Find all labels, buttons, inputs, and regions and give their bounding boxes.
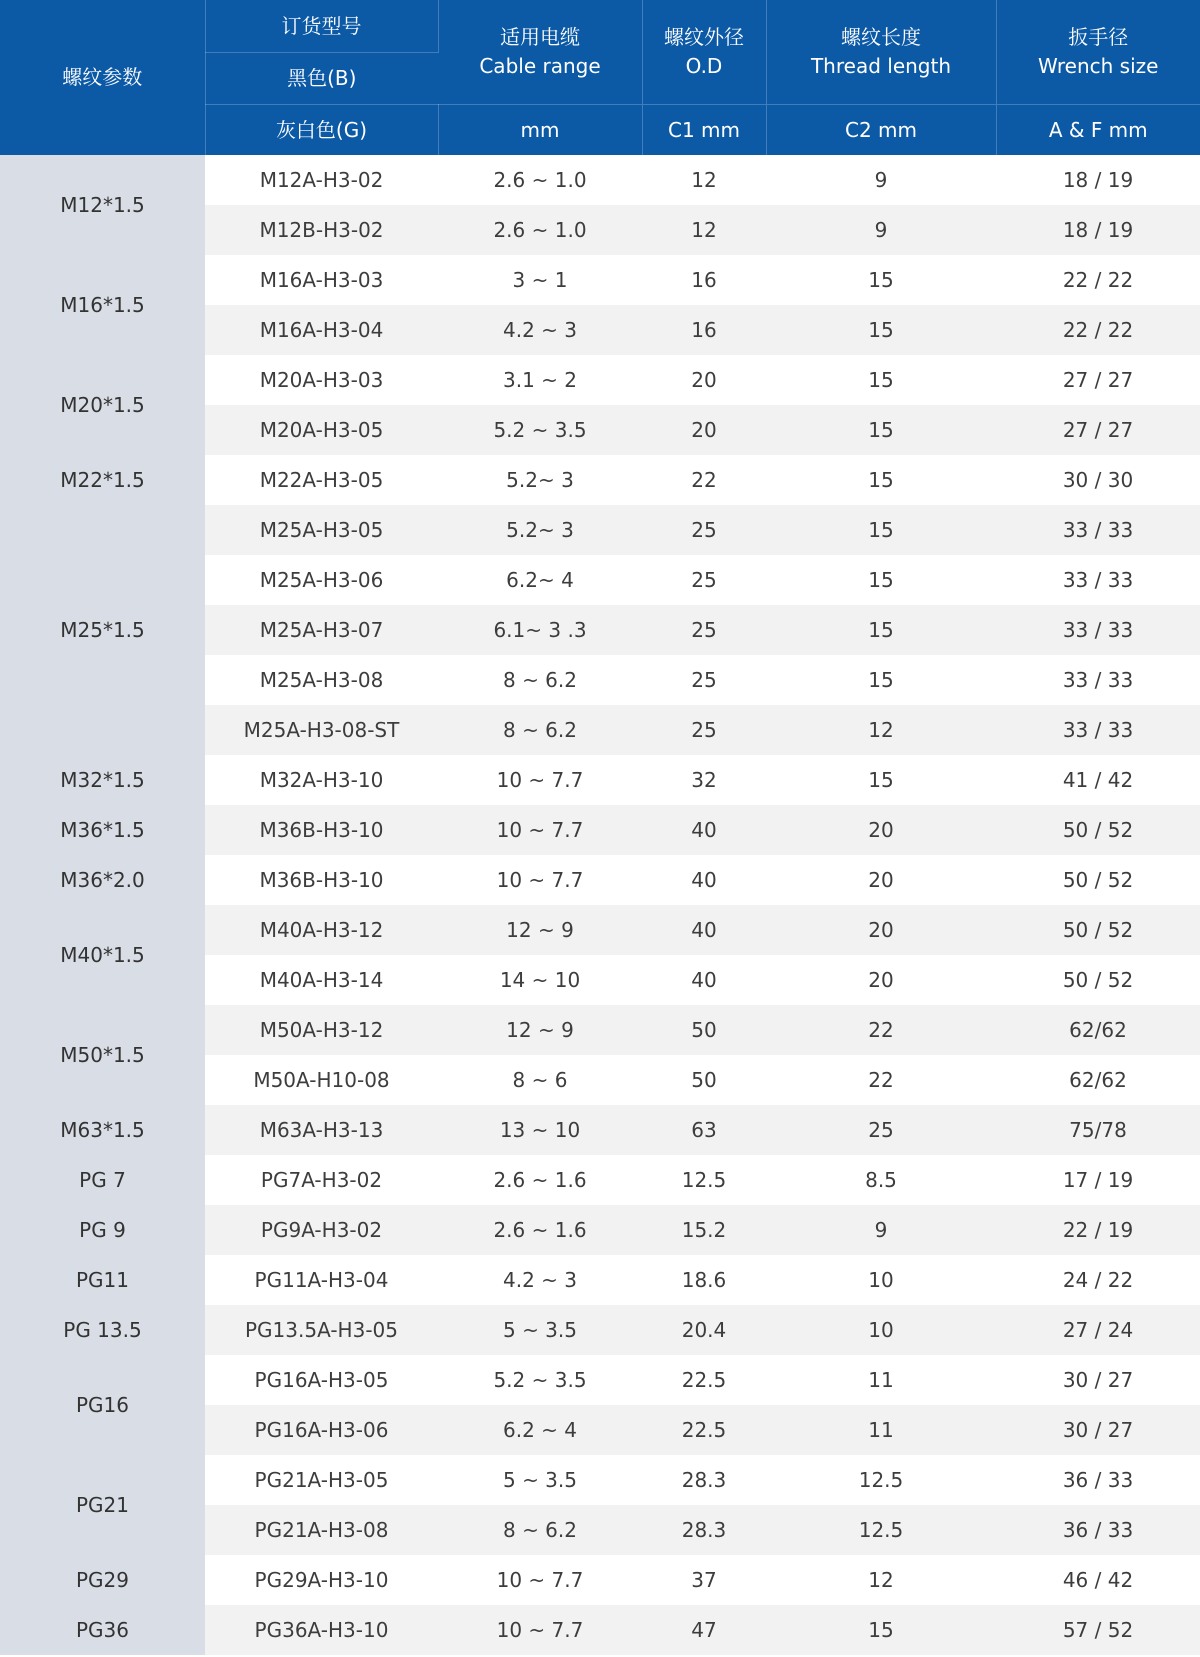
- cable-range-cell: 3 ~ 1: [438, 255, 642, 305]
- cable-range-cn: 适用电缆: [500, 25, 580, 49]
- thread-spec-cell: M36*1.5: [0, 805, 205, 855]
- thread-length-cell: 15: [766, 655, 996, 705]
- od-cell: 18.6: [642, 1255, 766, 1305]
- model-cell: PG16A-H3-06: [205, 1405, 438, 1455]
- wrench-size-cell: 30 / 27: [996, 1355, 1200, 1405]
- thread-spec-cell: PG11: [0, 1255, 205, 1305]
- table-row: [0, 755, 1200, 805]
- cable-range-cell: 12 ~ 9: [438, 905, 642, 955]
- table-row: [0, 1255, 1200, 1305]
- cable-range-header: [438, 0, 642, 105]
- thread-spec-cell: PG 13.5: [0, 1305, 205, 1355]
- cable-range-cell: 4.2 ~ 3: [438, 305, 642, 355]
- thread-length-cell: 20: [766, 905, 996, 955]
- od-cell: 25: [642, 705, 766, 755]
- od-cell: 40: [642, 805, 766, 855]
- wrench-size-cell: 22 / 19: [996, 1205, 1200, 1255]
- cable-range-cell: 10 ~ 7.7: [438, 855, 642, 905]
- thread-length-cell: 15: [766, 455, 996, 505]
- cable-range-en: Cable range: [479, 54, 601, 78]
- thread-length-cell: 15: [766, 305, 996, 355]
- thread-param-header: 螺纹参数: [0, 0, 205, 155]
- table-row: [0, 1455, 1200, 1505]
- od-cell: 12.5: [642, 1155, 766, 1205]
- od-cell: 25: [642, 555, 766, 605]
- wrench-size-cell: 33 / 33: [996, 505, 1200, 555]
- table-row: [0, 1155, 1200, 1205]
- wrench-size-cell: 33 / 33: [996, 655, 1200, 705]
- wrench-size-cell: 18 / 19: [996, 155, 1200, 205]
- cable-range-cell: 5.2 ~ 3.5: [438, 405, 642, 455]
- model-cell: M50A-H3-12: [205, 1005, 438, 1055]
- cable-range-cell: 2.6 ~ 1.6: [438, 1155, 642, 1205]
- model-cell: M50A-H10-08: [205, 1055, 438, 1105]
- wrench-size-unit-header: A & F mm: [996, 105, 1200, 156]
- model-cell: PG36A-H3-10: [205, 1605, 438, 1655]
- wrench-size-cell: 75/78: [996, 1105, 1200, 1155]
- od-cell: 47: [642, 1605, 766, 1655]
- cable-range-cell: 5.2~ 3: [438, 505, 642, 555]
- thread-length-cell: 10: [766, 1305, 996, 1355]
- wrench-size-cell: 57 / 52: [996, 1605, 1200, 1655]
- model-cell: M32A-H3-10: [205, 755, 438, 805]
- table-row: [0, 1355, 1200, 1405]
- od-cell: 37: [642, 1555, 766, 1605]
- black-color-header: 黑色(B): [205, 53, 438, 105]
- wrench-size-cell: 22 / 22: [996, 255, 1200, 305]
- thread-length-cell: 15: [766, 555, 996, 605]
- wrench-size-cell: 62/62: [996, 1055, 1200, 1105]
- thread-length-cell: 20: [766, 955, 996, 1005]
- thread-length-cell: 15: [766, 255, 996, 305]
- wrench-size-cell: 18 / 19: [996, 205, 1200, 255]
- table-row: [0, 1305, 1200, 1355]
- od-cell: 28.3: [642, 1455, 766, 1505]
- thread-length-cell: 10: [766, 1255, 996, 1305]
- model-cell: PG21A-H3-05: [205, 1455, 438, 1505]
- order-model-header: 订货型号: [205, 0, 438, 53]
- thread-spec-cell: M20*1.5: [0, 355, 205, 455]
- wrench-size-cell: 27 / 24: [996, 1305, 1200, 1355]
- cable-range-cell: 13 ~ 10: [438, 1105, 642, 1155]
- od-cell: 25: [642, 655, 766, 705]
- table-row: [0, 505, 1200, 555]
- wrench-size-cell: 30 / 27: [996, 1405, 1200, 1455]
- model-cell: PG16A-H3-05: [205, 1355, 438, 1405]
- thread-length-cell: 15: [766, 355, 996, 405]
- wrench-size-cell: 17 / 19: [996, 1155, 1200, 1205]
- thread-length-cell: 11: [766, 1405, 996, 1455]
- model-cell: PG9A-H3-02: [205, 1205, 438, 1255]
- thread-length-cell: 12.5: [766, 1455, 996, 1505]
- thread-length-cell: 12: [766, 705, 996, 755]
- od-cell: 22.5: [642, 1355, 766, 1405]
- cable-range-cell: 10 ~ 7.7: [438, 1555, 642, 1605]
- wrench-size-cell: 24 / 22: [996, 1255, 1200, 1305]
- grey-color-header: 灰白色(G): [205, 105, 438, 156]
- thread-length-cell: 15: [766, 505, 996, 555]
- wrench-size-en: Wrench size: [1038, 54, 1159, 78]
- model-cell: M12A-H3-02: [205, 155, 438, 205]
- model-cell: PG21A-H3-08: [205, 1505, 438, 1555]
- thread-length-cell: 9: [766, 155, 996, 205]
- wrench-size-cell: 22 / 22: [996, 305, 1200, 355]
- thread-spec-cell: M50*1.5: [0, 1005, 205, 1105]
- od-en: O.D: [685, 54, 723, 78]
- thread-length-cell: 22: [766, 1005, 996, 1055]
- thread-length-cell: 15: [766, 755, 996, 805]
- wrench-size-cell: 46 / 42: [996, 1555, 1200, 1605]
- cable-range-cell: 8 ~ 6: [438, 1055, 642, 1105]
- od-cn: 螺纹外径: [664, 25, 744, 49]
- model-cell: M25A-H3-07: [205, 605, 438, 655]
- thread-length-cell: 12: [766, 1555, 996, 1605]
- cable-range-cell: 8 ~ 6.2: [438, 655, 642, 705]
- thread-spec-cell: M32*1.5: [0, 755, 205, 805]
- cable-range-cell: 5.2 ~ 3.5: [438, 1355, 642, 1405]
- od-cell: 22: [642, 455, 766, 505]
- wrench-size-cell: 27 / 27: [996, 405, 1200, 455]
- thread-length-cell: 9: [766, 205, 996, 255]
- wrench-size-cell: 33 / 33: [996, 705, 1200, 755]
- thread-spec-cell: M12*1.5: [0, 155, 205, 255]
- wrench-size-header: [996, 0, 1200, 105]
- model-cell: M16A-H3-04: [205, 305, 438, 355]
- thread-length-en: Thread length: [810, 54, 952, 78]
- table-row: [0, 1205, 1200, 1255]
- cable-range-cell: 10 ~ 7.7: [438, 1605, 642, 1655]
- wrench-size-cell: 50 / 52: [996, 905, 1200, 955]
- cable-range-cell: 12 ~ 9: [438, 1005, 642, 1055]
- thread-spec-cell: M22*1.5: [0, 455, 205, 505]
- wrench-size-cell: 50 / 52: [996, 955, 1200, 1005]
- od-cell: 15.2: [642, 1205, 766, 1255]
- table-header: [0, 0, 1200, 155]
- model-cell: M36B-H3-10: [205, 855, 438, 905]
- cable-range-cell: 10 ~ 7.7: [438, 755, 642, 805]
- table-row: [0, 1105, 1200, 1155]
- od-cell: 20: [642, 355, 766, 405]
- wrench-size-cell: 41 / 42: [996, 755, 1200, 805]
- table-row: [0, 355, 1200, 405]
- thread-length-cell: 20: [766, 855, 996, 905]
- model-cell: M22A-H3-05: [205, 455, 438, 505]
- table-row: [0, 255, 1200, 305]
- thread-length-cell: 15: [766, 1605, 996, 1655]
- table-row: [0, 1005, 1200, 1055]
- cable-unit-header: mm: [438, 105, 642, 156]
- cable-range-cell: 2.6 ~ 1.0: [438, 155, 642, 205]
- thread-length-cell: 11: [766, 1355, 996, 1405]
- thread-length-cell: 22: [766, 1055, 996, 1105]
- thread-length-header: [766, 0, 996, 105]
- wrench-size-cell: 30 / 30: [996, 455, 1200, 505]
- cable-range-cell: 6.1~ 3 .3: [438, 605, 642, 655]
- wrench-size-cell: 62/62: [996, 1005, 1200, 1055]
- model-cell: M25A-H3-05: [205, 505, 438, 555]
- cable-range-cell: 6.2~ 4: [438, 555, 642, 605]
- model-cell: PG13.5A-H3-05: [205, 1305, 438, 1355]
- thread-spec-cell: PG36: [0, 1605, 205, 1655]
- table-row: [0, 1555, 1200, 1605]
- thread-spec-cell: M25*1.5: [0, 505, 205, 755]
- cable-range-cell: 14 ~ 10: [438, 955, 642, 1005]
- model-cell: M36B-H3-10: [205, 805, 438, 855]
- table-row: [0, 155, 1200, 205]
- od-cell: 40: [642, 955, 766, 1005]
- thread-spec-cell: M40*1.5: [0, 905, 205, 1005]
- od-cell: 63: [642, 1105, 766, 1155]
- thread-length-cn: 螺纹长度: [841, 25, 921, 49]
- thread-spec-cell: PG 9: [0, 1205, 205, 1255]
- model-cell: PG29A-H3-10: [205, 1555, 438, 1605]
- thread-spec-cell: M36*2.0: [0, 855, 205, 905]
- od-cell: 12: [642, 155, 766, 205]
- model-cell: M16A-H3-03: [205, 255, 438, 305]
- od-cell: 12: [642, 205, 766, 255]
- model-cell: PG7A-H3-02: [205, 1155, 438, 1205]
- wrench-size-cell: 27 / 27: [996, 355, 1200, 405]
- model-cell: M25A-H3-08-ST: [205, 705, 438, 755]
- model-cell: M20A-H3-03: [205, 355, 438, 405]
- table-body: [0, 155, 1200, 1655]
- wrench-size-cell: 50 / 52: [996, 855, 1200, 905]
- od-header: [642, 0, 766, 105]
- wrench-size-cell: 33 / 33: [996, 605, 1200, 655]
- wrench-size-cell: 33 / 33: [996, 555, 1200, 605]
- od-cell: 50: [642, 1005, 766, 1055]
- thread-length-cell: 9: [766, 1205, 996, 1255]
- cable-range-cell: 8 ~ 6.2: [438, 1505, 642, 1555]
- thread-length-cell: 15: [766, 405, 996, 455]
- od-cell: 16: [642, 255, 766, 305]
- model-cell: M63A-H3-13: [205, 1105, 438, 1155]
- wrench-size-cell: 50 / 52: [996, 805, 1200, 855]
- thread-length-cell: 12.5: [766, 1505, 996, 1555]
- thread-spec-cell: PG 7: [0, 1155, 205, 1205]
- od-cell: 22.5: [642, 1405, 766, 1455]
- wrench-size-cn: 扳手径: [1068, 25, 1129, 49]
- cable-range-cell: 2.6 ~ 1.0: [438, 205, 642, 255]
- thread-spec-cell: PG16: [0, 1355, 205, 1455]
- model-cell: M40A-H3-12: [205, 905, 438, 955]
- od-cell: 16: [642, 305, 766, 355]
- thread-length-unit-header: C2 mm: [766, 105, 996, 156]
- model-cell: M40A-H3-14: [205, 955, 438, 1005]
- od-cell: 20: [642, 405, 766, 455]
- od-cell: 40: [642, 855, 766, 905]
- od-cell: 20.4: [642, 1305, 766, 1355]
- table-row: [0, 855, 1200, 905]
- model-cell: M25A-H3-08: [205, 655, 438, 705]
- cable-range-cell: 5 ~ 3.5: [438, 1455, 642, 1505]
- cable-range-cell: 6.2 ~ 4: [438, 1405, 642, 1455]
- cable-range-cell: 8 ~ 6.2: [438, 705, 642, 755]
- od-unit-header: C1 mm: [642, 105, 766, 156]
- cable-range-cell: 3.1 ~ 2: [438, 355, 642, 405]
- cable-range-cell: 5 ~ 3.5: [438, 1305, 642, 1355]
- model-cell: M12B-H3-02: [205, 205, 438, 255]
- cable-range-cell: 4.2 ~ 3: [438, 1255, 642, 1305]
- thread-spec-cell: M63*1.5: [0, 1105, 205, 1155]
- od-cell: 50: [642, 1055, 766, 1105]
- thread-spec-cell: PG21: [0, 1455, 205, 1555]
- wrench-size-cell: 36 / 33: [996, 1455, 1200, 1505]
- model-cell: M25A-H3-06: [205, 555, 438, 605]
- wrench-size-cell: 36 / 33: [996, 1505, 1200, 1555]
- cable-range-cell: 2.6 ~ 1.6: [438, 1205, 642, 1255]
- thread-spec-cell: PG29: [0, 1555, 205, 1605]
- thread-length-cell: 25: [766, 1105, 996, 1155]
- table-row: [0, 905, 1200, 955]
- thread-spec-cell: M16*1.5: [0, 255, 205, 355]
- od-cell: 25: [642, 605, 766, 655]
- model-cell: PG11A-H3-04: [205, 1255, 438, 1305]
- table-row: [0, 1605, 1200, 1655]
- table-row: [0, 805, 1200, 855]
- od-cell: 40: [642, 905, 766, 955]
- od-cell: 28.3: [642, 1505, 766, 1555]
- thread-length-cell: 8.5: [766, 1155, 996, 1205]
- model-cell: M20A-H3-05: [205, 405, 438, 455]
- cable-range-cell: 10 ~ 7.7: [438, 805, 642, 855]
- thread-length-cell: 20: [766, 805, 996, 855]
- thread-length-cell: 15: [766, 605, 996, 655]
- cable-range-cell: 5.2~ 3: [438, 455, 642, 505]
- od-cell: 25: [642, 505, 766, 555]
- od-cell: 32: [642, 755, 766, 805]
- table-row: [0, 455, 1200, 505]
